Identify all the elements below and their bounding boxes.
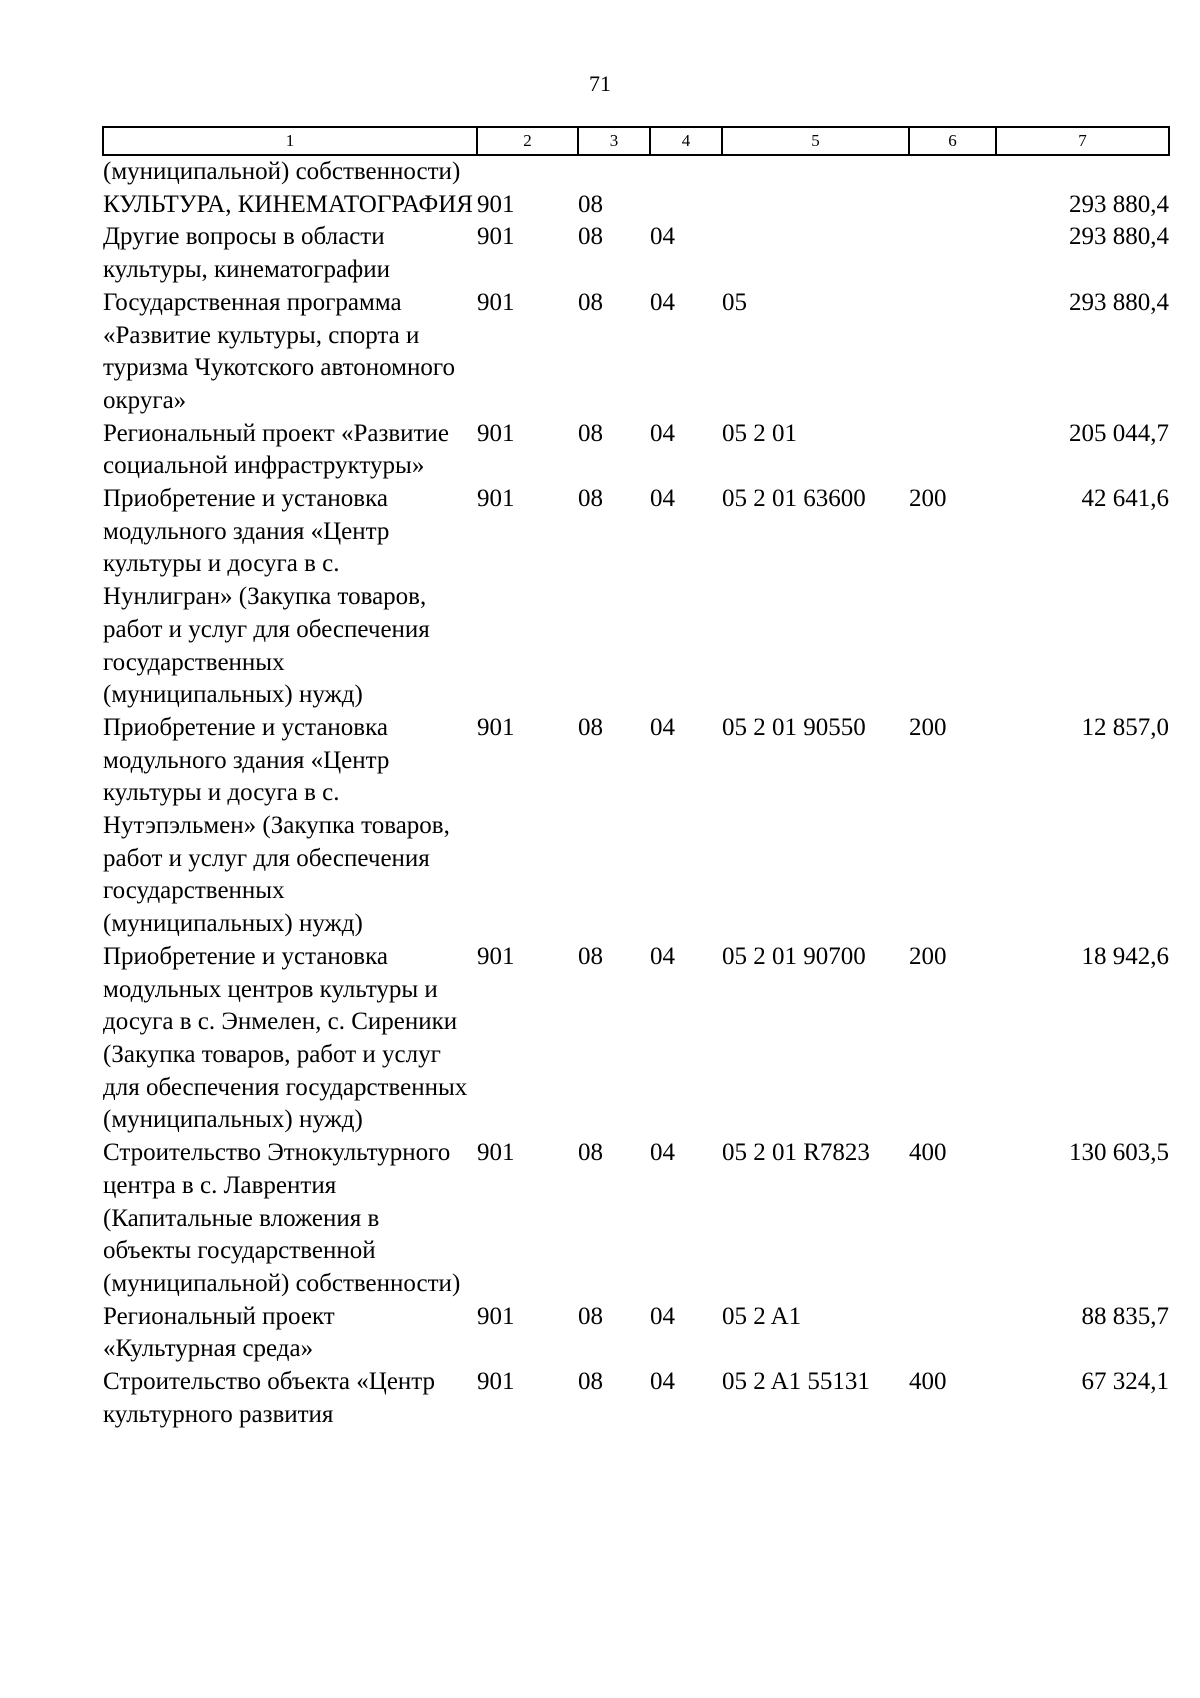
column-header: 7 — [996, 127, 1169, 155]
row-vr: 200 — [909, 713, 947, 741]
row-rz: 08 — [578, 1139, 603, 1167]
row-gr: 901 — [477, 485, 515, 513]
row-pr: 04 — [650, 1139, 675, 1167]
row-amount: 293 880,4 — [1069, 288, 1169, 316]
row-amount: 293 880,4 — [1069, 223, 1169, 251]
row-pr: 04 — [650, 1368, 675, 1396]
table-row — [103, 155, 1169, 189]
column-header: 5 — [722, 127, 909, 155]
row-csr — [722, 189, 909, 222]
row-gr: 901 — [477, 288, 515, 316]
table-row — [103, 1137, 1169, 1301]
column-header: 6 — [909, 127, 996, 155]
row-name: Региональный проект «Культурная среда» — [103, 1302, 335, 1363]
table-row — [103, 1366, 1169, 1431]
row-vr — [909, 418, 996, 483]
header-row — [103, 127, 1169, 155]
row-rz: 08 — [578, 288, 603, 316]
row-vr — [909, 155, 996, 189]
row-rz: 08 — [578, 419, 603, 447]
row-rz: 08 — [578, 190, 603, 218]
row-amount — [996, 155, 1169, 189]
row-name: Приобретение и установка модульных центров культуры и досуга в с. Энмелен, с. Сиреники (Закупка товаров, работ и услуг для обеспечения государственных (муниципальных) нужд) — [103, 942, 468, 1134]
row-gr: 901 — [477, 1302, 515, 1330]
page-number: 71 — [589, 71, 611, 96]
row-name: КУЛЬТУРА, КИНЕМАТОГРАФИЯ — [103, 190, 473, 218]
row-pr: 04 — [650, 288, 675, 316]
row-amount: 12 857,0 — [1081, 713, 1169, 741]
row-vr — [909, 1301, 996, 1366]
table-header — [103, 127, 1169, 155]
row-pr — [650, 189, 722, 222]
budget-table — [102, 126, 1170, 1431]
row-vr: 200 — [909, 942, 947, 970]
row-csr: 05 — [722, 288, 747, 316]
row-amount: 88 835,7 — [1081, 1302, 1169, 1330]
table-row — [103, 1301, 1169, 1366]
table-row — [103, 941, 1169, 1137]
row-csr: 05 2 A1 55131 — [722, 1368, 870, 1396]
table-row — [103, 712, 1169, 941]
row-csr: 05 2 01 63600 — [722, 485, 866, 513]
column-header: 3 — [578, 127, 650, 155]
row-csr — [722, 155, 909, 189]
row-rz: 08 — [578, 1302, 603, 1330]
table-row — [103, 483, 1169, 712]
row-amount: 130 603,5 — [1069, 1139, 1169, 1167]
row-amount: 205 044,7 — [1069, 419, 1169, 447]
row-csr — [722, 221, 909, 286]
row-pr: 04 — [650, 419, 675, 447]
row-amount: 67 324,1 — [1081, 1368, 1169, 1396]
column-header: 4 — [650, 127, 722, 155]
row-rz: 08 — [578, 942, 603, 970]
row-amount: 293 880,4 — [1069, 190, 1169, 218]
row-name: Приобретение и установка модульного здания «Центр культуры и досуга в с. Нунлигран» (Закупка товаров, работ и услуг для обеспечения государственных (муниципальных) нужд) — [103, 485, 430, 709]
row-csr: 05 2 A1 — [722, 1302, 802, 1330]
row-gr: 901 — [477, 1139, 515, 1167]
row-gr: 901 — [477, 419, 515, 447]
row-name: (муниципальной) собственности) — [103, 158, 461, 185]
row-pr: 04 — [650, 713, 675, 741]
row-pr: 04 — [650, 1302, 675, 1330]
row-csr: 05 2 01 90700 — [722, 942, 866, 970]
row-name: Приобретение и установка модульного здания «Центр культуры и досуга в с. Нутэпэльмен» (Закупка товаров, работ и услуг для обеспечения государственных (муниципальных) нужд) — [103, 713, 450, 938]
row-rz — [578, 155, 650, 189]
row-rz: 08 — [578, 223, 603, 251]
row-pr: 04 — [650, 223, 675, 251]
row-gr — [477, 155, 578, 189]
column-header: 1 — [103, 127, 477, 155]
row-gr: 901 — [477, 1368, 515, 1396]
row-vr: 400 — [909, 1139, 947, 1167]
row-name: Строительство объекта «Центр культурного развития — [103, 1368, 436, 1428]
row-vr — [909, 221, 996, 286]
row-vr — [909, 189, 996, 222]
row-pr: 04 — [650, 485, 675, 513]
row-name: Региональный проект «Развитие социальной инфраструктуры» — [103, 419, 449, 480]
row-gr: 901 — [477, 942, 515, 970]
table-row — [103, 189, 1169, 222]
row-vr: 200 — [909, 485, 947, 513]
row-rz: 08 — [578, 485, 603, 513]
table-body — [103, 155, 1169, 1431]
column-header: 2 — [477, 127, 578, 155]
row-csr: 05 2 01 R7823 — [722, 1139, 870, 1167]
row-vr: 400 — [909, 1368, 947, 1396]
table-row — [103, 418, 1169, 483]
row-pr: 04 — [650, 942, 675, 970]
row-amount: 42 641,6 — [1081, 485, 1169, 513]
row-gr: 901 — [477, 713, 515, 741]
row-rz: 08 — [578, 713, 603, 741]
row-vr — [909, 287, 996, 418]
row-name: Другие вопросы в области культуры, кинематографии — [103, 223, 391, 284]
row-rz: 08 — [578, 1368, 603, 1396]
row-gr: 901 — [477, 190, 515, 218]
row-pr — [650, 155, 722, 189]
row-gr: 901 — [477, 223, 515, 251]
row-csr: 05 2 01 — [722, 419, 797, 447]
table-row — [103, 221, 1169, 286]
row-csr: 05 2 01 90550 — [722, 713, 866, 741]
table-row — [103, 287, 1169, 418]
row-name: Государственная программа «Развитие культуры, спорта и туризма Чукотского автономного округа» — [103, 288, 455, 414]
row-amount: 18 942,6 — [1081, 942, 1169, 970]
row-name: Строительство Этнокультурного центра в с. Лаврентия (Капитальные вложения в объекты государственной (муниципальной) собственности) — [103, 1139, 461, 1297]
